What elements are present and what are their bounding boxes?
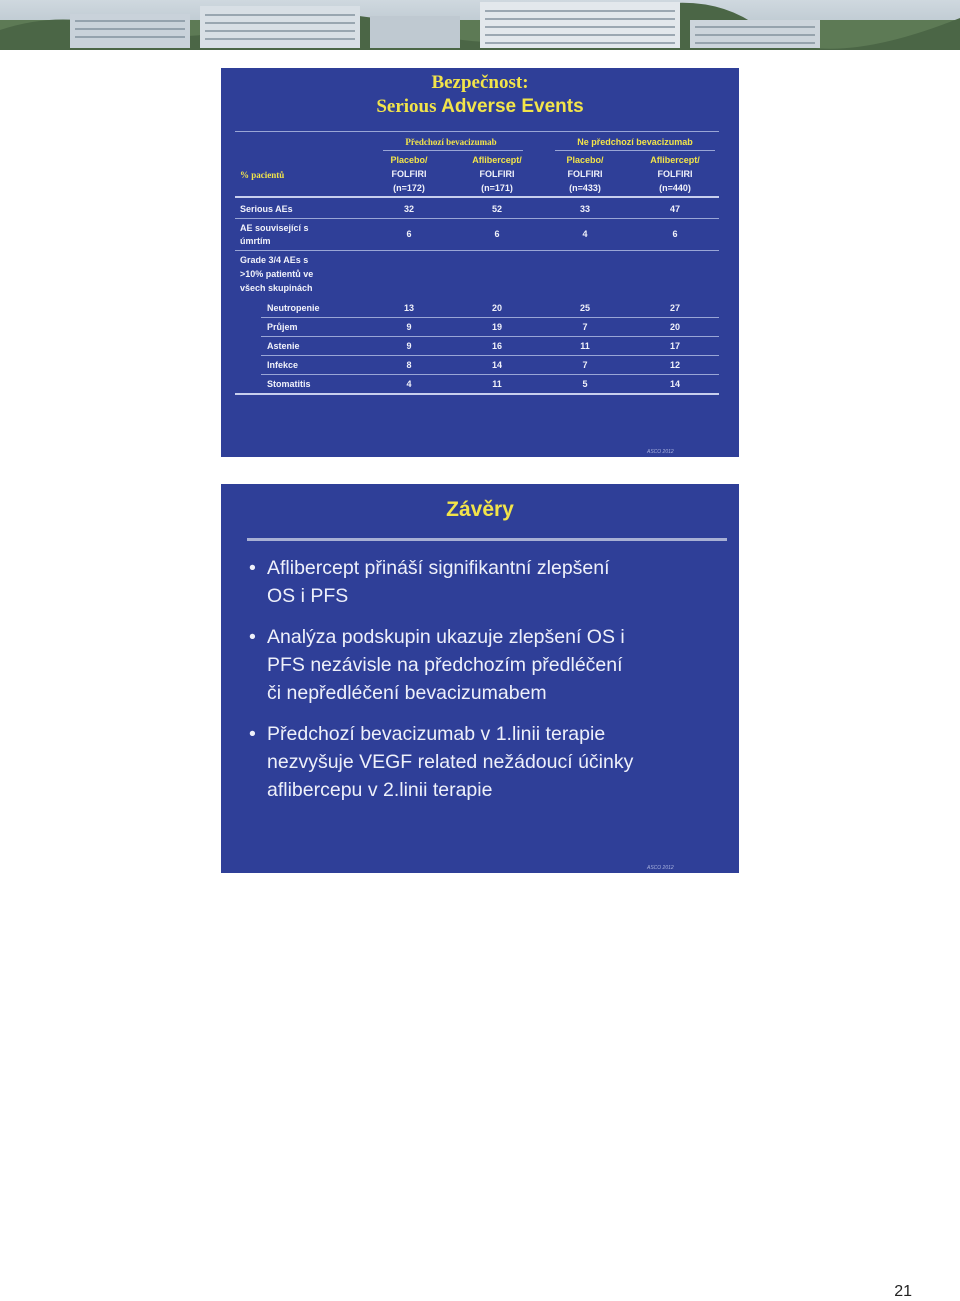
slide1-title-line2 bbox=[221, 96, 739, 118]
table-cell: 9 bbox=[406, 322, 412, 332]
conclusion-line: nezvyšuje VEGF related nežádoucí účinky bbox=[267, 751, 634, 773]
table-cell: 13 bbox=[403, 303, 414, 313]
column-header-3-line2: FOLFIRI bbox=[567, 169, 603, 179]
sub-row-label: Infekce bbox=[267, 360, 299, 370]
conclusion-item bbox=[249, 720, 719, 804]
table-cell: 14 bbox=[669, 379, 680, 389]
column-header-1-line3: (n=172) bbox=[393, 183, 425, 193]
table-cell: 6 bbox=[494, 229, 500, 239]
conclusion-line: Předchozí bevacizumab v 1.linii terapie bbox=[267, 723, 606, 745]
column-header-3-line1: Placebo/ bbox=[566, 155, 604, 165]
table-cell: 19 bbox=[491, 322, 502, 332]
table-cell: 14 bbox=[491, 360, 502, 370]
table-cell: 6 bbox=[406, 229, 412, 239]
slide1-title-line1: Bezpečnost: bbox=[431, 72, 529, 93]
grade-label-3: všech skupinách bbox=[240, 283, 313, 293]
group-header-no-prior: Ne předchozí bevacizumab bbox=[577, 137, 693, 147]
slide1-title-rest: Adverse Events bbox=[441, 96, 584, 117]
table-cell: 7 bbox=[582, 322, 588, 332]
table-cell: 52 bbox=[491, 204, 502, 214]
slide-safety bbox=[221, 68, 739, 457]
conclusion-list bbox=[249, 554, 719, 817]
table-cell: 27 bbox=[669, 303, 680, 313]
column-header-1-line2: FOLFIRI bbox=[391, 169, 427, 179]
slide2-title-rule bbox=[247, 538, 727, 541]
conclusion-line: Analýza podskupin ukazuje zlepšení OS i bbox=[267, 626, 625, 648]
conclusion-line: OS i PFS bbox=[267, 585, 349, 607]
slide1-title-serious: Serious bbox=[376, 96, 437, 117]
table-cell: 11 bbox=[492, 379, 502, 389]
sub-row-label: Průjem bbox=[267, 322, 298, 332]
conclusion-line: aflibercepu v 2.linii terapie bbox=[267, 779, 493, 801]
column-header-2-line3: (n=171) bbox=[481, 183, 513, 193]
column-header-4-line2: FOLFIRI bbox=[657, 169, 693, 179]
table-cell: 16 bbox=[491, 341, 502, 351]
table-cell: 20 bbox=[669, 322, 680, 332]
sub-row-label: Neutropenie bbox=[267, 303, 320, 313]
row-rule bbox=[235, 250, 719, 251]
conclusion-item bbox=[249, 554, 719, 610]
group-header-prior: Předchozí bevacizumab bbox=[405, 137, 497, 147]
column-header-4-line3: (n=440) bbox=[659, 183, 691, 193]
header-photo-banner bbox=[0, 0, 960, 50]
row-rule bbox=[261, 336, 719, 337]
group-rule-no-prior bbox=[555, 150, 715, 151]
column-header-1-line1: Placebo/ bbox=[390, 155, 428, 165]
row-label-ae-death-2: úmrtím bbox=[240, 236, 271, 246]
table-cell: 47 bbox=[669, 204, 680, 214]
table-cell: 8 bbox=[406, 360, 412, 370]
table-cell: 7 bbox=[582, 360, 588, 370]
row-rule bbox=[261, 355, 719, 356]
table-cell: 4 bbox=[406, 379, 412, 389]
grade-label-2: >10% patientů ve bbox=[240, 269, 314, 279]
table-cell: 9 bbox=[406, 341, 412, 351]
column-header-2-line1: Aflibercept/ bbox=[472, 155, 522, 165]
column-header-3-line3: (n=433) bbox=[569, 183, 601, 193]
row-label-ae-death-1: AE související s bbox=[240, 223, 309, 233]
table-cell: 12 bbox=[669, 360, 680, 370]
slide2-title: Závěry bbox=[446, 498, 514, 521]
table-cell: 6 bbox=[672, 229, 678, 239]
bullet-icon: • bbox=[249, 723, 256, 745]
row-label-serious-aes: Serious AEs bbox=[240, 204, 293, 214]
column-header-4-line1: Aflibercept/ bbox=[650, 155, 700, 165]
slide1-footnote: ASCO 2012 bbox=[647, 449, 674, 455]
table-cell: 33 bbox=[579, 204, 590, 214]
column-header-2-line2: FOLFIRI bbox=[479, 169, 515, 179]
conclusion-item bbox=[249, 623, 719, 707]
table-cell: 11 bbox=[580, 341, 590, 351]
table-cell: 4 bbox=[582, 229, 588, 239]
conclusion-line: PFS nezávisle na předchozím předléčení bbox=[267, 654, 623, 676]
row-rule bbox=[235, 393, 719, 395]
row-rule bbox=[261, 317, 719, 318]
bullet-icon: • bbox=[249, 557, 256, 579]
row-rule bbox=[261, 374, 719, 375]
slide-conclusions bbox=[221, 484, 739, 873]
conclusion-line: či nepředléčení bevacizumabem bbox=[267, 682, 547, 704]
grade-label-1: Grade 3/4 AEs s bbox=[240, 255, 309, 265]
table-cell: 25 bbox=[579, 303, 590, 313]
sub-row-label: Stomatitis bbox=[267, 379, 311, 389]
table-cell: 17 bbox=[669, 341, 680, 351]
conclusion-line: Aflibercept přináší signifikantní zlepšení bbox=[267, 557, 610, 579]
table-cell: 20 bbox=[491, 303, 502, 313]
row-rule bbox=[235, 218, 719, 219]
header-bottom-rule bbox=[235, 196, 719, 198]
bullet-icon: • bbox=[249, 626, 256, 648]
group-rule-prior bbox=[383, 150, 523, 151]
page-number: 21 bbox=[894, 1283, 912, 1300]
slide2-footnote: ASCO 2012 bbox=[647, 865, 674, 871]
table-cell: 32 bbox=[403, 204, 414, 214]
row-header-percent: % pacientů bbox=[240, 170, 285, 180]
sub-row-label: Astenie bbox=[267, 341, 300, 351]
table-cell: 5 bbox=[582, 379, 588, 389]
table-top-rule bbox=[235, 131, 719, 132]
